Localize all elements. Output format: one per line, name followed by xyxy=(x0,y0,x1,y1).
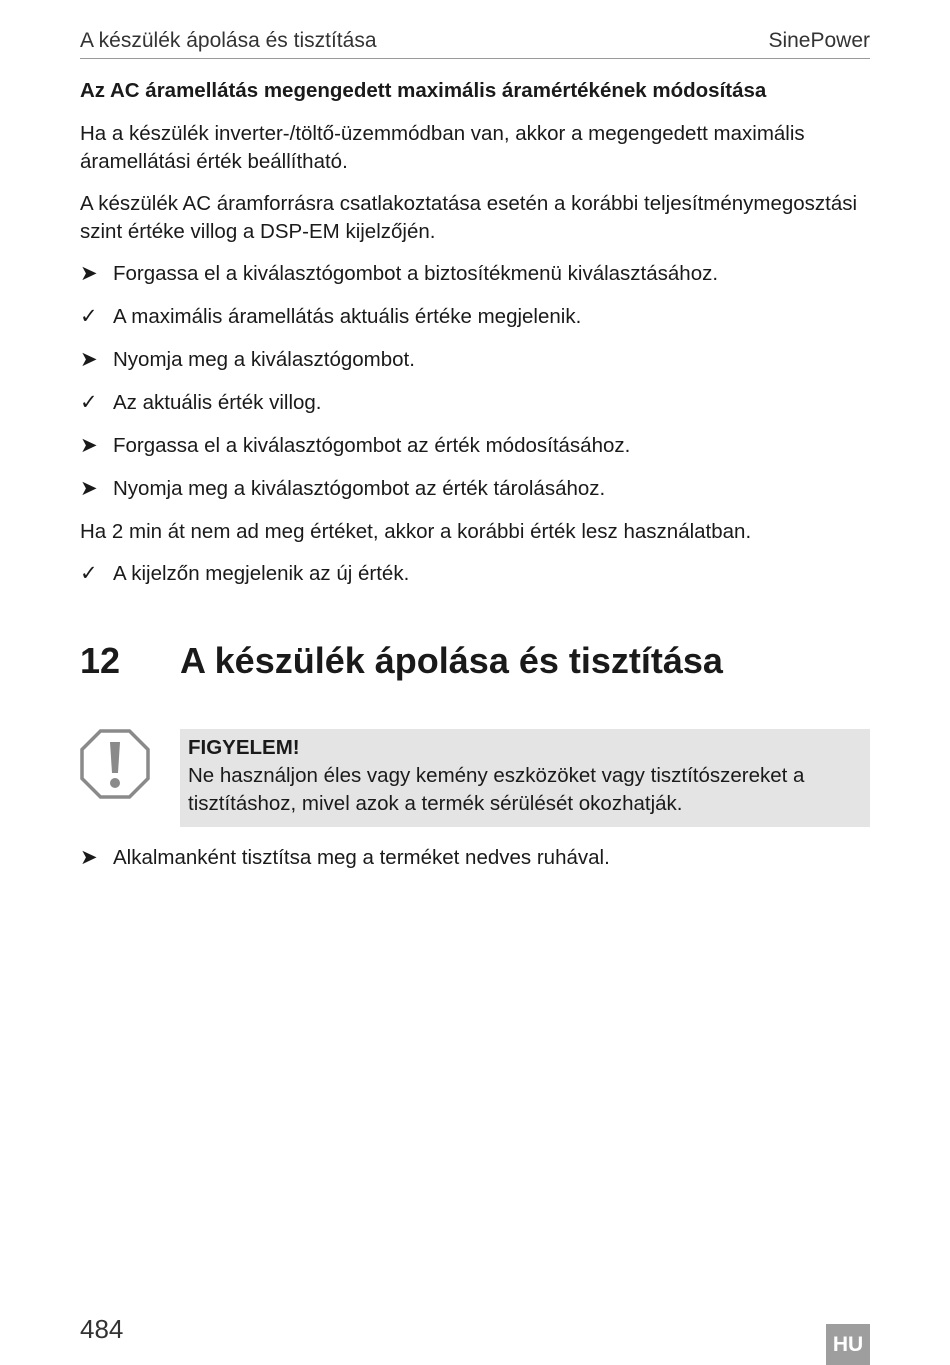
step-text: A maximális áramellátás aktuális értéke megjelenik. xyxy=(113,305,582,328)
arrow-icon: ➤ xyxy=(80,348,98,371)
header-product-name: SinePower xyxy=(768,29,870,52)
language-badge: HU xyxy=(826,1324,870,1365)
step-item xyxy=(80,389,870,417)
paragraph-3: Ha 2 min át nem ad meg értéket, akkor a korábbi érték lesz használatban. xyxy=(80,520,752,543)
warning-octagon-icon xyxy=(80,729,150,799)
step-item xyxy=(80,432,870,460)
paragraph-2: A készülék AC áramforrásra csatlakoztatása esetén a korábbi teljesítménymegosztási szint értéke villog a DSP-EM kijelzőjén. xyxy=(80,192,858,243)
step-text: Alkalmanként tisztítsa meg a terméket nedves ruhával. xyxy=(113,846,610,869)
step-item xyxy=(80,346,870,374)
arrow-icon: ➤ xyxy=(80,846,98,869)
section-content xyxy=(80,76,870,603)
step-text: Nyomja meg a kiválasztógombot. xyxy=(113,348,415,371)
chapter-number: 12 xyxy=(80,640,121,681)
paragraph-1: Ha a készülék inverter-/töltő-üzemmódban van, akkor a megengedett maximális áramellátási érték beállítható. xyxy=(80,122,805,173)
checkmark-icon: ✓ xyxy=(80,391,98,414)
step-text: Forgassa el a kiválasztógombot a biztosítékmenü kiválasztásához. xyxy=(113,262,719,285)
notice-label: FIGYELEM! xyxy=(188,736,300,759)
notice-block xyxy=(80,729,870,827)
notice-box xyxy=(180,729,870,827)
step-text: Nyomja meg a kiválasztógombot az érték tárolásához. xyxy=(113,477,606,500)
step-text: Forgassa el a kiválasztógombot az érték módosításához. xyxy=(113,434,631,457)
section-heading: Az AC áramellátás megengedett maximális áramértékének módosítása xyxy=(80,79,767,102)
cleaning-content xyxy=(80,844,870,887)
checkmark-icon: ✓ xyxy=(80,562,98,585)
step-item xyxy=(80,844,870,872)
arrow-icon: ➤ xyxy=(80,477,98,500)
chapter-title: A készülék ápolása és tisztítása xyxy=(180,640,723,681)
arrow-icon: ➤ xyxy=(80,262,98,285)
arrow-icon: ➤ xyxy=(80,434,98,457)
page-number: 484 xyxy=(80,1314,124,1344)
notice-text: Ne használjon éles vagy kemény eszközöket vagy tisztítószereket a tisztításhoz, mivel azok a termék sérülését okozhatják. xyxy=(188,764,805,815)
result-item xyxy=(80,560,870,588)
step-item xyxy=(80,303,870,331)
result-text: A kijelzőn megjelenik az új érték. xyxy=(113,562,410,585)
checkmark-icon: ✓ xyxy=(80,305,98,328)
header-chapter-title: A készülék ápolása és tisztítása xyxy=(80,29,377,52)
step-item xyxy=(80,475,870,503)
step-text: Az aktuális érték villog. xyxy=(113,391,322,414)
step-item xyxy=(80,260,870,288)
running-header xyxy=(80,28,870,59)
